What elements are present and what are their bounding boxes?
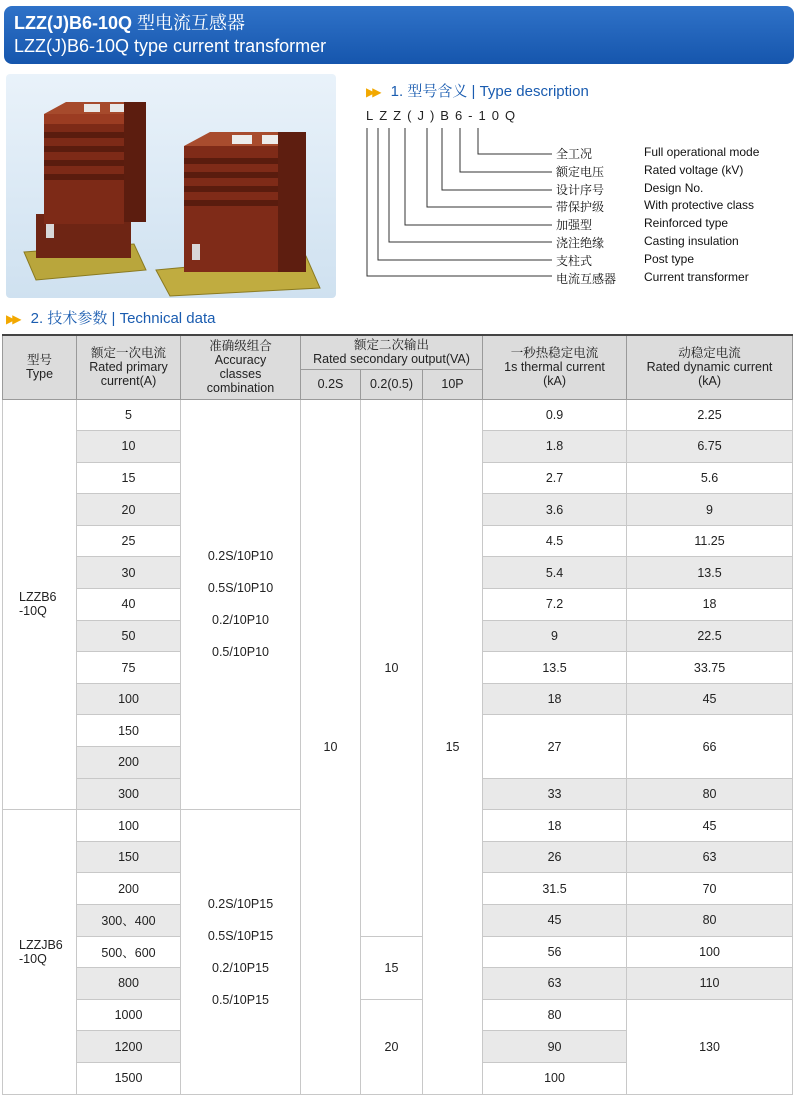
header-title-zh: 型电流互感器 bbox=[137, 13, 246, 33]
primary-cell: 15 bbox=[77, 462, 181, 494]
primary-cell: 200 bbox=[77, 873, 181, 905]
dynamic-cell: 70 bbox=[627, 873, 793, 905]
thermal-cell: 33 bbox=[483, 778, 627, 810]
double-arrow-icon: ▶▶ bbox=[6, 312, 19, 326]
primary-cell: 150 bbox=[77, 841, 181, 873]
header-sec-10p: 10P bbox=[423, 369, 483, 399]
table-row bbox=[3, 399, 793, 431]
primary-cell: 200 bbox=[77, 747, 181, 779]
accuracy-cell-group2: 0.2S/10P15 0.5S/10P15 0.2/10P15 0.5/10P15 bbox=[181, 810, 301, 1094]
thermal-cell: 26 bbox=[483, 841, 627, 873]
header-dynamic-current: 动稳定电流 Rated dynamic current (kA) bbox=[627, 335, 793, 399]
primary-cell: 75 bbox=[77, 652, 181, 684]
dynamic-cell: 45 bbox=[627, 810, 793, 842]
primary-cell: 30 bbox=[77, 557, 181, 589]
header-title bbox=[14, 12, 784, 34]
primary-cell: 800 bbox=[77, 968, 181, 1000]
dynamic-cell: 130 bbox=[627, 999, 793, 1094]
primary-cell: 5 bbox=[77, 399, 181, 431]
thermal-cell: 2.7 bbox=[483, 462, 627, 494]
header-subtitle: LZZ(J)B6-10Q type current transformer bbox=[14, 36, 327, 56]
secondary-02-cell-b: 15 bbox=[361, 936, 423, 999]
dynamic-cell: 45 bbox=[627, 683, 793, 715]
model-code: LZZ(J)B6-10Q bbox=[366, 108, 522, 123]
secondary-10p-cell: 15 bbox=[423, 399, 483, 1094]
dynamic-cell: 6.75 bbox=[627, 431, 793, 463]
thermal-cell: 0.9 bbox=[483, 399, 627, 431]
thermal-cell: 3.6 bbox=[483, 494, 627, 526]
dynamic-cell: 13.5 bbox=[627, 557, 793, 589]
header-secondary-output: 额定二次输出 Rated secondary output(VA) bbox=[301, 335, 483, 369]
dynamic-cell: 66 bbox=[627, 715, 793, 778]
primary-cell: 500、600 bbox=[77, 936, 181, 968]
type-description-bracket-lines bbox=[360, 124, 560, 284]
page-header bbox=[4, 6, 794, 64]
dynamic-cell: 11.25 bbox=[627, 525, 793, 557]
primary-cell: 100 bbox=[77, 810, 181, 842]
primary-cell: 20 bbox=[77, 494, 181, 526]
dynamic-cell: 2.25 bbox=[627, 399, 793, 431]
thermal-cell: 56 bbox=[483, 936, 627, 968]
dynamic-cell: 63 bbox=[627, 841, 793, 873]
current-transformer-illustration bbox=[6, 74, 336, 298]
table-row bbox=[3, 999, 793, 1031]
accuracy-cell-group1: 0.2S/10P10 0.5S/10P10 0.2/10P10 0.5/10P10 bbox=[181, 399, 301, 810]
primary-cell: 1200 bbox=[77, 1031, 181, 1063]
dynamic-cell: 100 bbox=[627, 936, 793, 968]
thermal-cell: 63 bbox=[483, 968, 627, 1000]
primary-cell: 1000 bbox=[77, 999, 181, 1031]
header-primary-current: 额定一次电流 Rated primary current(A) bbox=[77, 335, 181, 399]
thermal-cell: 9 bbox=[483, 620, 627, 652]
thermal-cell: 100 bbox=[483, 1062, 627, 1094]
primary-cell: 40 bbox=[77, 589, 181, 621]
thermal-cell: 27 bbox=[483, 715, 627, 778]
thermal-cell: 80 bbox=[483, 999, 627, 1031]
header-thermal-current: 一秒热稳定电流 1s thermal current (kA) bbox=[483, 335, 627, 399]
dynamic-cell: 33.75 bbox=[627, 652, 793, 684]
header-sec-02: 0.2(0.5) bbox=[361, 369, 423, 399]
primary-cell: 1500 bbox=[77, 1062, 181, 1094]
thermal-cell: 7.2 bbox=[483, 589, 627, 621]
dynamic-cell: 80 bbox=[627, 905, 793, 937]
primary-cell: 300、400 bbox=[77, 905, 181, 937]
primary-cell: 300 bbox=[77, 778, 181, 810]
dynamic-cell: 22.5 bbox=[627, 620, 793, 652]
secondary-02-cell-a: 10 bbox=[361, 399, 423, 936]
section-type-description: ▶▶ 1. 型号含义 | Type description bbox=[366, 83, 589, 100]
primary-cell: 100 bbox=[77, 683, 181, 715]
primary-cell: 25 bbox=[77, 525, 181, 557]
thermal-cell: 18 bbox=[483, 683, 627, 715]
product-photo bbox=[6, 74, 336, 298]
dynamic-cell: 80 bbox=[627, 778, 793, 810]
technical-data-table bbox=[2, 334, 793, 1095]
dynamic-cell: 18 bbox=[627, 589, 793, 621]
dynamic-cell: 9 bbox=[627, 494, 793, 526]
thermal-cell: 5.4 bbox=[483, 557, 627, 589]
primary-cell: 10 bbox=[77, 431, 181, 463]
header-model: LZZ(J)B6-10Q bbox=[14, 13, 133, 33]
thermal-cell: 1.8 bbox=[483, 431, 627, 463]
thermal-cell: 13.5 bbox=[483, 652, 627, 684]
dynamic-cell: 5.6 bbox=[627, 462, 793, 494]
secondary-02-cell-c: 20 bbox=[361, 999, 423, 1094]
type-cell-lzzjb6: LZZJB6 -10Q bbox=[3, 810, 77, 1094]
thermal-cell: 90 bbox=[483, 1031, 627, 1063]
header-sec-02s: 0.2S bbox=[301, 369, 361, 399]
primary-cell: 150 bbox=[77, 715, 181, 747]
secondary-02s-cell: 10 bbox=[301, 399, 361, 1094]
dynamic-cell: 110 bbox=[627, 968, 793, 1000]
thermal-cell: 31.5 bbox=[483, 873, 627, 905]
section-technical-data: ▶▶ 2. 技术参数 | Technical data bbox=[6, 310, 216, 327]
primary-cell: 50 bbox=[77, 620, 181, 652]
double-arrow-icon: ▶▶ bbox=[366, 85, 379, 99]
table-row bbox=[3, 936, 793, 968]
thermal-cell: 18 bbox=[483, 810, 627, 842]
header-type: 型号 Type bbox=[3, 335, 77, 399]
type-cell-lzzb6: LZZB6 -10Q bbox=[3, 399, 77, 810]
header-accuracy: 准确级组合 Accuracy classes combination bbox=[181, 335, 301, 399]
thermal-cell: 4.5 bbox=[483, 525, 627, 557]
thermal-cell: 45 bbox=[483, 905, 627, 937]
